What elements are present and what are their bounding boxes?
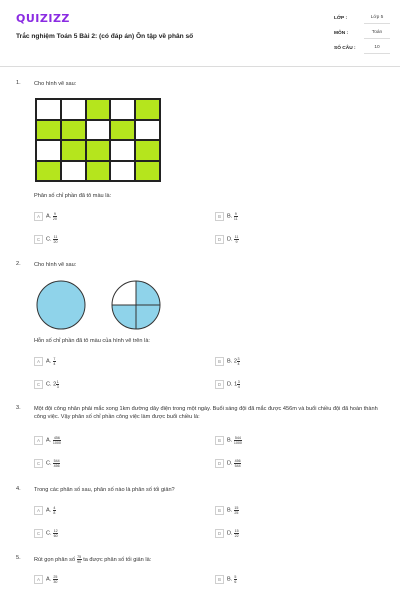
question-number: 2. (16, 261, 21, 267)
fraction: $\frac{11}{9}$ (234, 235, 239, 244)
fraction: $\frac{75}{90}$ (77, 555, 82, 564)
question-number: 4. (16, 486, 21, 492)
option-a[interactable]: A A. $\frac{9}{20}$ (34, 212, 57, 222)
option-c[interactable]: C C. $\frac{11}{20}$ (34, 235, 58, 245)
option-box[interactable]: A (34, 436, 43, 445)
fraction: $\frac{5}{6}$ (234, 575, 237, 584)
option-box[interactable]: B (215, 575, 224, 584)
fraction: $\frac{3}{4}$ (237, 357, 240, 366)
fraction: $\frac{15}{25}$ (234, 506, 239, 515)
option-box[interactable]: C (34, 380, 43, 389)
page-header (0, 0, 400, 67)
question-text: Trong các phân số sau, phân số nào là phân số tối giản? (34, 487, 175, 493)
grid-cell-empty (110, 140, 135, 161)
subject-label: MÔN : (334, 31, 349, 36)
grid-cell-empty (110, 99, 135, 120)
grid-cell-empty (135, 120, 160, 141)
grid-cell-empty (36, 140, 61, 161)
quartered-circle (112, 281, 160, 329)
question-prompt: Phân số chỉ phần đã tô màu là: (34, 193, 112, 199)
option-box[interactable]: A (34, 212, 43, 221)
option-box[interactable]: C (34, 459, 43, 468)
mixed-whole: 2 (233, 358, 237, 365)
grid-cell-shaded (135, 161, 160, 182)
option-box[interactable]: D (215, 380, 224, 389)
question-3 (0, 405, 400, 425)
question-count-value: 10 (364, 43, 390, 54)
fraction: $\frac{4}{8}$ (53, 506, 56, 515)
option-box[interactable]: A (34, 357, 43, 366)
fraction: $\frac{25}{30}$ (53, 575, 58, 584)
option-box[interactable]: A (34, 506, 43, 515)
option-a[interactable]: A A. $\frac{25}{30}$ (34, 575, 58, 585)
fraction: $\frac{7}{4}$ (53, 357, 56, 366)
option-c[interactable]: C C. $\frac{12}{60}$ (34, 529, 58, 539)
question-number: 5. (16, 555, 21, 561)
option-a[interactable]: A A. $\frac{456}{1000}$ (34, 436, 61, 446)
option-box[interactable]: D (215, 529, 224, 538)
shaded-grid-figure (35, 98, 161, 182)
option-b[interactable]: B B. 2 $\frac{3}{4}$ (215, 357, 240, 367)
fraction: $\frac{3}{4}$ (237, 380, 240, 389)
grid-cell-shaded (86, 140, 111, 161)
fraction: $\frac{12}{60}$ (53, 529, 58, 538)
option-d[interactable]: D D. $\frac{15}{22}$ (215, 529, 239, 539)
grid-cell-shaded (36, 120, 61, 141)
mixed-whole: 1 (234, 381, 238, 388)
option-d[interactable]: D D. $\frac{456}{544}$ (215, 459, 241, 469)
fraction: $\frac{456}{544}$ (234, 459, 241, 468)
option-a[interactable]: A A. $\frac{4}{8}$ (34, 506, 56, 516)
fraction: $\frac{9}{20}$ (52, 212, 57, 221)
fraction: $\frac{1}{3}$ (56, 380, 59, 389)
option-b[interactable]: B B. $\frac{544}{1000}$ (215, 436, 242, 446)
grid-cell-empty (86, 120, 111, 141)
question-text: Cho hình vẽ sau: (34, 262, 77, 268)
question-number: 1. (16, 80, 21, 86)
fraction: $\frac{544}{456}$ (53, 459, 60, 468)
option-box[interactable]: C (34, 235, 43, 244)
full-circle (37, 281, 85, 329)
fraction: $\frac{11}{20}$ (53, 235, 58, 244)
fraction: $\frac{9}{11}$ (233, 212, 238, 221)
grade-label: LỚP : (334, 16, 348, 21)
question-text: Rút gọn phân số $\frac{75}{90}$ ta được phân số tối giản là: (34, 555, 152, 564)
grade-value: Lớp 5 (364, 13, 390, 24)
option-box[interactable]: C (34, 529, 43, 538)
option-box[interactable]: B (215, 506, 224, 515)
grid-cell-shaded (86, 161, 111, 182)
grid-cell-shaded (135, 140, 160, 161)
quizizz-logo: QUIZIZZ (16, 12, 70, 25)
grid-cell-empty (36, 99, 61, 120)
question-prompt: Hỗn số chỉ phần đã tô màu của hình vẽ trên là: (34, 338, 150, 344)
fraction: $\frac{456}{1000}$ (52, 436, 61, 445)
grid-cell-shaded (61, 140, 86, 161)
grid-cell-shaded (61, 120, 86, 141)
option-box[interactable]: A (34, 575, 43, 584)
option-b[interactable]: B B. $\frac{15}{25}$ (215, 506, 239, 516)
option-d[interactable]: D D. $\frac{11}{9}$ (215, 235, 239, 245)
subject-value: Toán (364, 28, 390, 39)
question-text: Cho hình vẽ sau: (34, 81, 77, 87)
grid-cell-empty (61, 161, 86, 182)
question-count-label: SỐ CÂU : (334, 46, 356, 51)
grid-cell-empty (110, 161, 135, 182)
grid-cell-shaded (110, 120, 135, 141)
option-box[interactable]: B (215, 357, 224, 366)
option-c[interactable]: C C. 2 $\frac{1}{3}$ (34, 380, 59, 390)
option-box[interactable]: D (215, 459, 224, 468)
fraction: $\frac{15}{22}$ (234, 529, 239, 538)
question-text: Một đội công nhân phải mắc xong 1km đường dây điện trong một ngày. Buổi sáng đội đã mắc được 456m và buổi chiều đội đã hoàn thành công việc. Vậy phân số chỉ phần công việc làm được buổi chiều là: (34, 406, 378, 420)
option-box[interactable]: B (215, 436, 224, 445)
option-box[interactable]: D (215, 235, 224, 244)
question-number: 3. (16, 405, 21, 411)
grid-cell-shaded (36, 161, 61, 182)
option-c[interactable]: C C. $\frac{544}{456}$ (34, 459, 60, 469)
option-d[interactable]: D D. 1 $\frac{3}{4}$ (215, 380, 240, 390)
grid-cell-empty (61, 99, 86, 120)
mixed-whole: 2 (53, 381, 57, 388)
grid-cell-shaded (135, 99, 160, 120)
option-b[interactable]: B B. $\frac{5}{6}$ (215, 575, 237, 585)
document-title: Trắc nghiệm Toán 5 Bài 2: (có đáp án) Ôn tập về phân số (16, 33, 194, 40)
option-a[interactable]: A A. $\frac{7}{4}$ (34, 357, 56, 367)
circles-figure (34, 278, 164, 332)
grid-cell-shaded (86, 99, 111, 120)
fraction: $\frac{544}{1000}$ (233, 436, 242, 445)
option-box[interactable]: B (215, 212, 224, 221)
option-b[interactable]: B B. $\frac{9}{11}$ (215, 212, 238, 222)
